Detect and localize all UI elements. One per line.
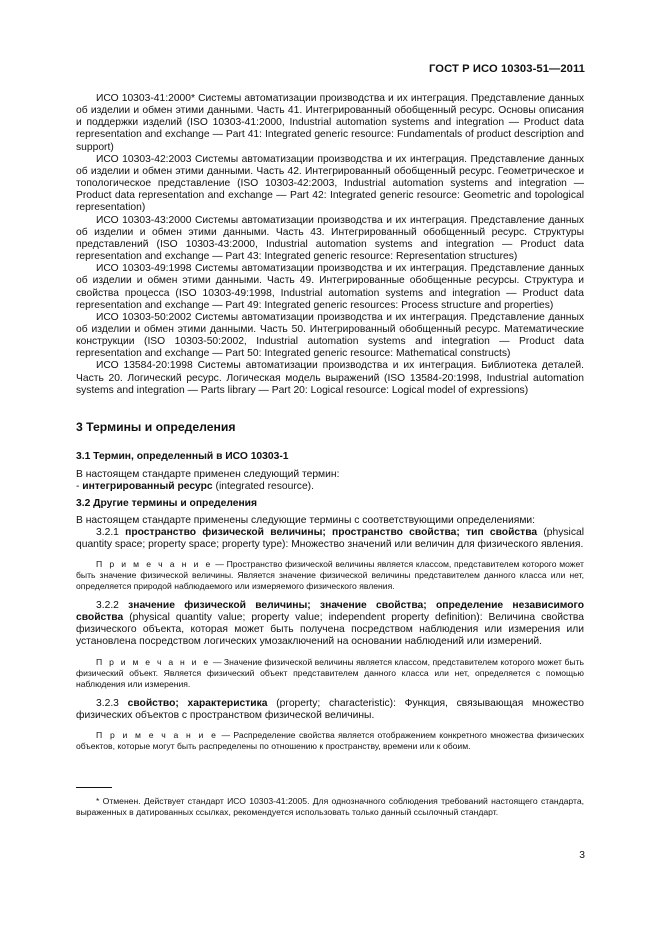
subsection-3-2-intro: В настоящем стандарте применены следующие термины с соответствующими определениями:: [76, 514, 536, 526]
term-item-prefix: -: [76, 481, 83, 493]
term-3-2-1: [76, 527, 584, 551]
reference-iso-10303-43: ИСО 10303-43:2000 Системы автоматизации производства и их интеграция. Представление данных об изделии и обмен этими данными. Часть 43. Интегрированный обобщенный ресурс. Структуры представлений (ISO 10303-43:2000, Industrial automation systems and integration — Product data representation and exchange — Part 43: Integrated generic resource: Representation structures): [76, 214, 584, 263]
term-integrated-resource-en: (integrated resource).: [212, 481, 314, 493]
reference-iso-10303-49: ИСО 10303-49:1998 Системы автоматизации производства и их интеграция. Представление данных об изделии и обмен этими данными. Часть 49. Интегрированные обобщенные ресурсы. Структура и свойства процесса (ISO 10303-49:1998, Industrial automation systems and integration — Product data representation and exchange — Part 49: Integrated generic resources: Process structure and properties): [76, 263, 584, 311]
note-3-2-3-text: — Распределение свойства является отображением конкретного множества физических объектов, которые могут быть распределены по отношению к пространству, времени или к обоим.: [76, 729, 584, 751]
page-body: [76, 93, 584, 752]
reference-iso-10303-42: ИСО 10303-42:2003 Системы автоматизации производства и их интеграция. Представление данных об изделии и обмен этими данными. Часть 42. Интегрированный обобщенный ресурс. Геометрическое и топологическое представление (ISO 10303-42:2003, Industrial automation systems and integration — Product data representation and exchange — Part 42: Integrated generic resource: Geometric and topological representation): [76, 153, 584, 214]
term-3-2-3: [76, 698, 584, 722]
note-3-2-2: [76, 657, 584, 690]
document-id-header: ГОСТ Р ИСО 10303-51—2011: [429, 63, 585, 75]
section-3-heading: 3 Термины и определения: [76, 419, 236, 434]
note-label: П р и м е ч а н и е: [96, 729, 219, 740]
subsection-3-1-heading: 3.1 Термин, определенный в ИСО 10303-1: [76, 450, 289, 462]
term-3-2-1-name: пространство физической величины; пространство свойства; тип свойства: [125, 526, 538, 538]
term-3-2-3-definition: (property; characteristic): Функция, связывающая множество физических объектов с пространством физической величины.: [76, 697, 584, 721]
note-3-2-1-text: — Пространство физической величины является классом, представителем которого может быть значение физической величины. Является значение физической величины представителем данного класса или нет, определяется природой наблюдаемого или измеряемого физического явления.: [76, 559, 584, 591]
subsection-3-1-term-item: [76, 481, 584, 493]
note-3-2-1: [76, 559, 584, 592]
note-label: П р и м е ч а н и е: [96, 559, 213, 569]
term-3-2-1-number: 3.2.1: [96, 526, 126, 538]
page-number: 3: [579, 850, 585, 861]
term-3-2-2-definition: (physical quantity value; property value; independent property definition): Величина свойства физического объекта, которая может быть получена посредством наблюдения или измерения или установлена посредством логических умозаключений на основании наблюдений или измерений.: [76, 612, 584, 648]
term-3-2-2-name: значение физической величины; значение свойства; определение независимого свойства: [76, 600, 585, 624]
term-3-2-1-definition: (physical quantity space; property space; property type): Множество значений или величин для физического явления.: [76, 526, 584, 550]
subsection-3-1-intro: В настоящем стандарте применен следующий термин:: [76, 469, 340, 481]
term-3-2-2-number: 3.2.2: [96, 600, 129, 611]
footnote: * Отменен. Действует стандарт ИСО 10303-41:2005. Для однозначного соблюдения требований настоящего стандарта, выраженных в датированных ссылках, рекомендуется использовать только данный ссылочный стандарт.: [76, 796, 584, 817]
reference-iso-10303-50: ИСО 10303-50:2002 Системы автоматизации производства и их интеграция. Представление данных об изделии и обмен этими данными. Часть 50. Интегрированный обобщенный ресурс. Математические конструкции (ISO 10303-50:2002, Industrial automation systems and integration — Product data representation and exchange — Part 50: Integrated generic resource: Mathematical constructs): [76, 311, 584, 360]
reference-iso-10303-41: ИСО 10303-41:2000* Системы автоматизации производства и их интеграция. Представление данных об изделии и обмен этими данными. Часть 41. Интегрированный обобщенный ресурс. Основы описания и поддержки изделий (ISO 10303-41:2000, Industrial automation systems and integration — Product data representation and exchange — Part 41: Integrated generic resource: Fundamentals of product description and support): [76, 93, 584, 153]
subsection-3-2-heading: 3.2 Другие термины и определения: [76, 498, 258, 510]
reference-iso-13584-20: ИСО 13584-20:1998 Системы автоматизации производства и их интеграция. Библиотека деталей. Часть 20. Логический ресурс. Логическая модель выражений (ISO 13584-20:1998, Industrial automation systems and integration — Parts library — Part 20: Logical resource: Logical model of expressions): [76, 360, 584, 396]
term-integrated-resource: интегрированный ресурс: [82, 481, 213, 493]
term-3-2-3-name: свойство; характеристика: [127, 697, 268, 709]
footnote-separator: [76, 787, 112, 788]
note-3-2-2-text: — Значение физической величины является классом, представителем которого может быть физический объект. Является физический объект представителем данного класса или нет, определяется с помощью наблюдения или измерения.: [76, 656, 584, 689]
note-label: П р и м е ч а н и е: [96, 656, 211, 667]
note-3-2-3: [76, 730, 584, 752]
term-3-2-2: [76, 600, 584, 649]
term-3-2-3-number: 3.2.3: [96, 697, 128, 709]
